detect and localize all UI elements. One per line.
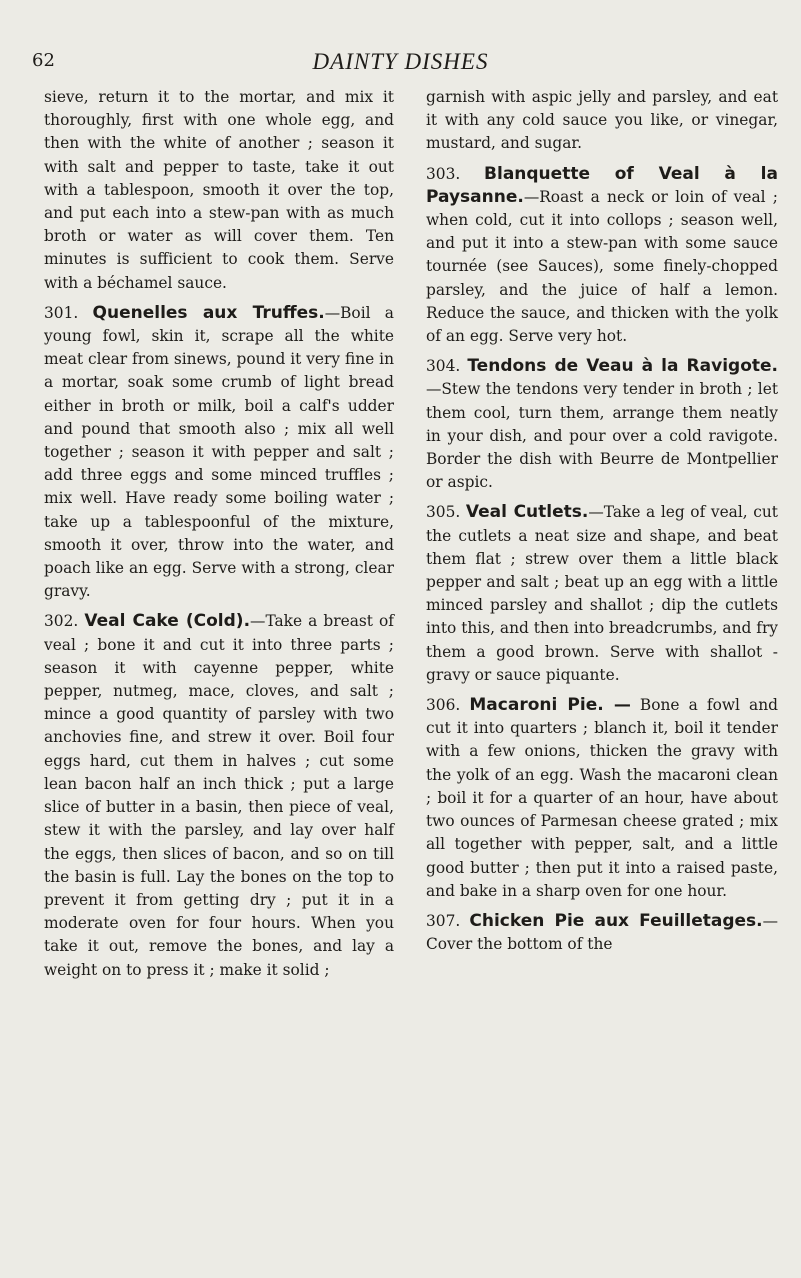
recipe-number: 307.	[426, 911, 461, 930]
recipe-number: 304.	[426, 357, 461, 376]
page-number: 62	[32, 50, 55, 71]
right-column	[426, 86, 778, 956]
recipe-306	[426, 694, 778, 903]
recipe-title: Chicken Pie aux Feuilletages.	[469, 910, 763, 931]
recipe-body: Bone a fowl and cut it into quarters ; blanch it, boil it tender with a few onions, thicken the gravy with the yolk of an egg. Wash the macaroni clean ; boil it for a quarter of an hour, have about two ounces of Parmesan cheese grated ; mix all together with pepper, salt, and a little good butter ; then put it into a raised paste, and bake in a sharp oven for one hour.	[426, 696, 778, 900]
recipe-305: 305. Veal Cutlets.—Take a leg of veal, cut the cutlets a neat size and shape, and beat them flat ; strew over them a little black pepper and salt ; beat up an egg with a little minced parsley and shallot ; dip the cutlets into this, and then into breadcrumbs, and fry them a good brown. Serve with shallot - gravy or sauce piquante.	[426, 502, 778, 684]
recipe-number: 303.	[426, 164, 461, 183]
recipe-title: Veal Cutlets.	[465, 502, 589, 523]
recipe-number: 302.	[44, 612, 79, 631]
recipe-302: 302. Veal Cake (Cold).—Take a breast of veal ; bone it and cut it into three parts ; season it with cayenne pepper, white pepper, nutmeg, mace, cloves, and salt ; mince a good quantity of parsley with two anchovies fine, and strew it over. Boil four eggs hard, cut them in halves ; cut some lean bacon half an inch thick ; put a large slice of butter in a basin, then piece of veal, stew it with the parsley, and lay over half the eggs, then slices of bacon, and so on till the basin is full. Lay the bones on the top to prevent it from getting dry ; put it in a moderate oven for four hours. When you take it out, remove the bones, and lay a weight on to press it ; make it solid ;	[44, 611, 394, 979]
recipe-304: 304. Tendons de Veau à la Ravigote.—Stew the tendons very tender in broth ; let them cool, turn them, arrange them neatly in your dish, and pour over a cold ravigote. Border the dish with Beurre de Montpellier or aspic.	[426, 356, 778, 492]
recipe-303: 303. Blanquette of Veal à la Paysanne.—Roast a neck or loin of veal ; when cold, cut it into collops ; season well, and put it into a stew-pan with some sauce tournée (see Sauces), some finely-chopped parsley, and the juice of half a lemon. Reduce the sauce, and thicken with the yolk of an egg. Serve very hot.	[426, 163, 778, 346]
recipe-body: Cover the bottom of the	[426, 935, 613, 954]
running-head: DAINTY DISHES	[312, 49, 489, 74]
recipe-301: 301. Quenelles aux Truffes.—Boil a young fowl, skin it, scrape all the white meat clear from sinews, pound it very fine in a mortar, soak some crumb of light bread either in broth or milk, boil a calf's udder and pound that smooth also ; mix all well together ; season it with pepper and salt ; add three eggs and some minced truffles ; mix well. Have ready some boiling water ; take up a tablespoonful of the mixture, smooth it over, throw into the water, and poach like an egg. Serve with a strong, clear gravy.	[44, 302, 394, 601]
continued-paragraph: sieve, return it to the mortar, and mix it thoroughly, first with one whole egg, and then with the white of another ; season it with salt and pepper to taste, take it out with a tablespoon, smooth it over the top, and put each into a stew-pan with as much broth or water as will cover them. Ten minutes is sufficient to cook them. Serve with a béchamel sauce.	[44, 88, 394, 292]
recipe-title: Blanquette of Veal à la Paysanne.	[426, 163, 778, 207]
recipe-number: 306.	[426, 696, 461, 715]
recipe-title: Tendons de Veau à la Ravigote.	[467, 356, 778, 377]
continued-paragraph: garnish with aspic jelly and parsley, and eat it with any cold sauce you like, or vinegar, mustard, and sugar.	[426, 88, 778, 153]
recipe-title: Quenelles aux Truffes.	[92, 302, 325, 323]
recipe-307: 307. Chicken Pie aux Feuilletages.—Cover the bottom of the	[426, 910, 778, 954]
recipe-body: Roast a neck or loin of veal ; when cold, cut it into collops ; season well, and put it into a stew-pan with some sauce tournée (see Sauces), some finely-chopped parsley, and the juice of half a lemon. Reduce the sauce, and thicken with the yolk of an egg. Serve very hot.	[426, 187, 778, 346]
recipe-number: 305.	[426, 503, 461, 522]
recipe-title: Macaroni Pie. —	[469, 695, 631, 716]
recipe-number: 301.	[44, 303, 79, 322]
left-column	[44, 86, 394, 982]
recipe-body: Stew the tendons very tender in broth ; let them cool, turn them, arrange them neatly in your dish, and pour over a cold ravigote. Border the dish with Beurre de Montpellier or aspic.	[426, 380, 778, 492]
recipe-body: Take a leg of veal, cut the cutlets a neat size and shape, and beat them flat ; strew over them a little black pepper and salt ; beat up an egg with a little minced parsley and shallot ; dip the cutlets into this, and then into breadcrumbs, and fry them a good brown. Serve with shallot - gravy or sauce piquante.	[426, 503, 778, 684]
recipe-title: Veal Cake (Cold).	[84, 611, 251, 632]
recipe-body: Take a breast of veal ; bone it and cut it into three parts ; season it with cayenne pepper, white pepper, nutmeg, mace, cloves, and salt ; mince a good quantity of parsley with two anchovies fine, and strew it over. Boil four eggs hard, cut them in halves ; cut some lean bacon half an inch thick ; put a large slice of butter in a basin, then piece of veal, stew it with the parsley, and lay over half the eggs, then slices of bacon, and so on till the basin is full. Lay the bones on the top to prevent it from getting dry ; put it in a moderate oven for four hours. When you take it out, remove the bones, and lay a weight on to press it ; make it solid ;	[44, 612, 394, 979]
recipe-body: Boil a young fowl, skin it, scrape all the white meat clear from sinews, pound it very fine in a mortar, soak some crumb of light bread either in broth or milk, boil a calf's udder and pound that smooth also ; mix all well together ; season it with pepper and salt ; add three eggs and some minced truffles ; mix well. Have ready some boiling water ; take up a tablespoonful of the mixture, smooth it over, throw into the water, and poach like an egg. Serve with a strong, clear gravy.	[44, 303, 394, 601]
